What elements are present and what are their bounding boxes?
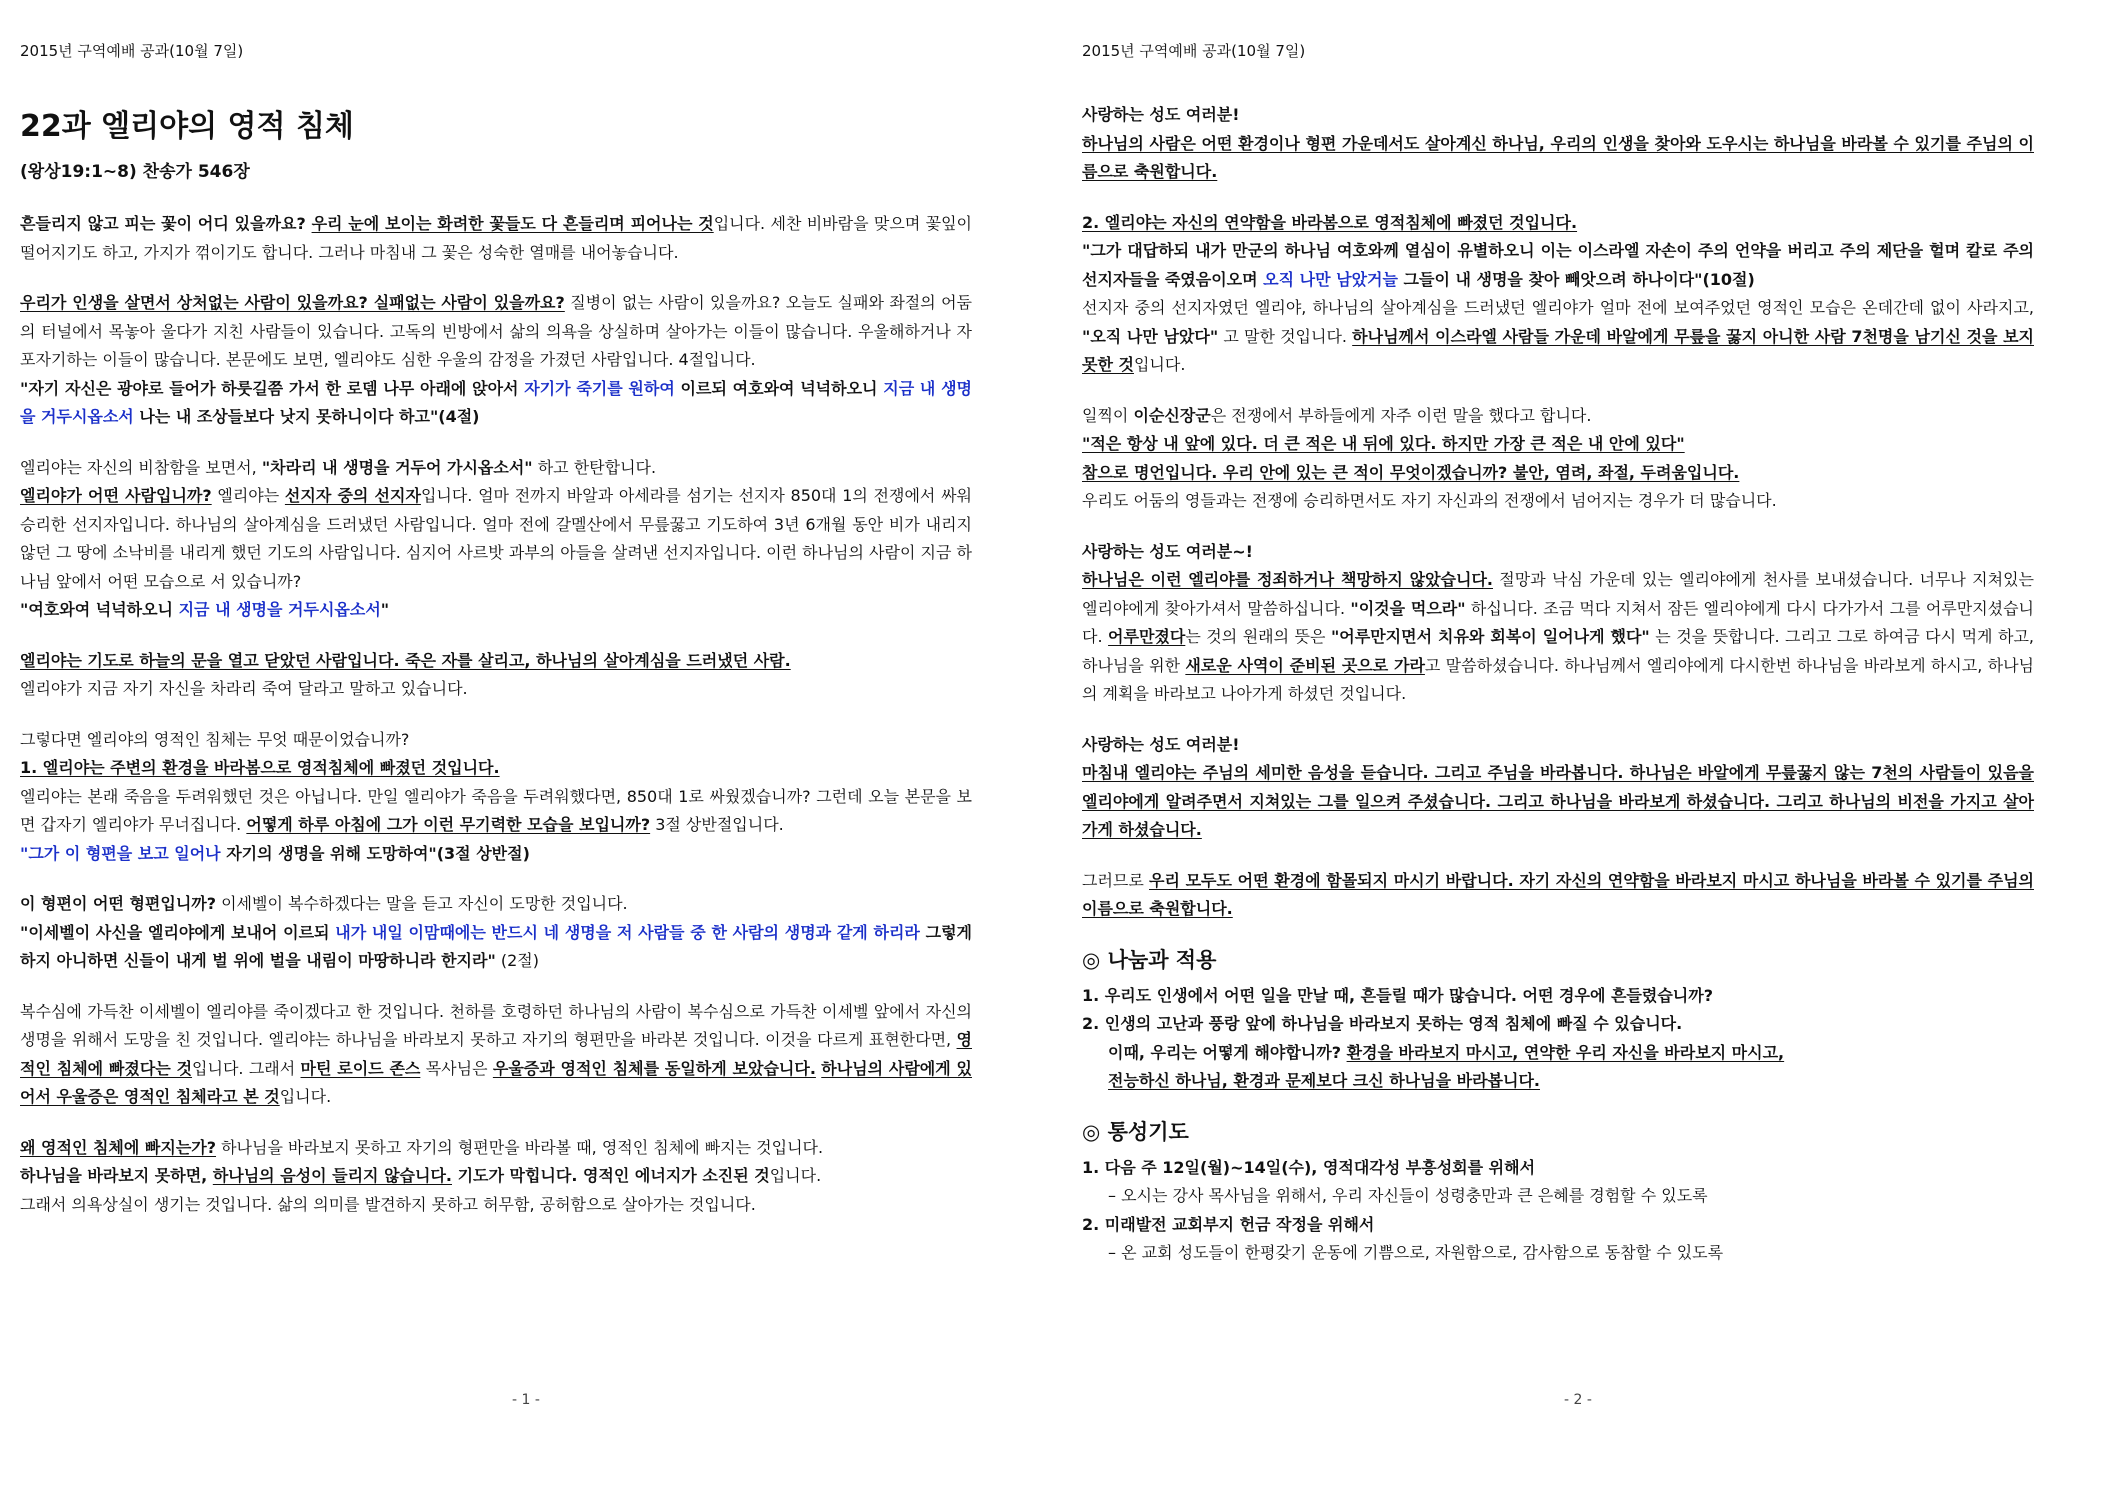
text-run: 는 것의 원래의 뜻은 bbox=[1185, 627, 1331, 646]
list-item: – 온 교회 성도들이 한평갖기 운동에 기쁨으로, 자원함으로, 감사함으로 동참할 수 있도록 bbox=[1108, 1243, 1724, 1262]
text-run: 그들이 내 생명을 찾아 빼앗으려 하나이다"(10절) bbox=[1397, 269, 1755, 289]
text-run: 고 말한 것입니다. bbox=[1218, 326, 1353, 346]
page-header: 2015년 구역예배 공과(10월 7일) bbox=[1082, 42, 1306, 60]
paragraph bbox=[1082, 759, 2034, 845]
text-run: 지금 내 생명을 거두시옵소서 bbox=[178, 600, 381, 619]
quote bbox=[1082, 430, 2034, 459]
text-run: "오직 나만 남았다" bbox=[1082, 326, 1219, 346]
paragraph bbox=[20, 783, 972, 840]
text-run: "자기 자신은 광야로 들어가 하룻길쯤 가서 한 로뎀 나무 아래에 앉아서 bbox=[20, 378, 525, 398]
paragraph bbox=[20, 289, 972, 375]
text-run: 하나님은 이런 엘리야를 정죄하거나 책망하지 않았습니다. bbox=[1082, 570, 1493, 589]
text-run: 엘리야는 bbox=[211, 486, 285, 505]
text-run: 목사님은 bbox=[420, 1058, 493, 1078]
text-run: 지금 내 생명을 거두시옵소서 bbox=[20, 378, 972, 426]
text-run: 고 말씀하셨습니다. 하나님께서 엘리야에게 다시한번 하나님을 바라보게 하시고, 하나님의 계획을 바라보고 나아가게 하셨던 것입니다. bbox=[1082, 655, 2034, 703]
page-2 bbox=[1052, 0, 2104, 1488]
scripture-quote bbox=[20, 919, 972, 976]
paragraph bbox=[20, 675, 972, 704]
scripture-quote bbox=[20, 375, 972, 432]
text-run: "그가 이 형편을 보고 일어나 bbox=[20, 843, 221, 863]
text-run: 입니다. bbox=[1133, 355, 1186, 374]
greeting bbox=[1082, 101, 2034, 130]
text-run: 일찍이 bbox=[1082, 405, 1134, 425]
lesson-subtitle: (왕상19:1~8) 찬송가 546장 bbox=[20, 162, 250, 182]
section-heading-prayer: ◎ 통성기도 bbox=[1082, 1119, 1189, 1144]
list-item: 1. 우리도 인생에서 어떤 일을 만날 때, 흔들릴 때가 많습니다. 어떤 경우에 흔들렸습니까? bbox=[1082, 985, 1713, 1005]
paragraph bbox=[20, 210, 972, 267]
paragraph bbox=[1082, 402, 2034, 431]
scripture-quote bbox=[1082, 237, 2034, 294]
text-run: 하나님의 사람은 어떤 환경이나 형편 가운데서도 살아계신 하나님, 우리의 인생을 찾아와 도우시는 하나님을 바라볼 수 있기를 주님의 이름으로 축원합니다. bbox=[1082, 133, 2034, 181]
text-run: 하고 한탄합니다. bbox=[532, 457, 657, 477]
paragraph bbox=[20, 482, 972, 596]
text-run: 입니다. bbox=[279, 1087, 332, 1106]
paragraph bbox=[20, 726, 972, 755]
text-run: 는 것을 뜻합니다. 그리고 그로 하여금 다시 먹게 하고, 하나님을 위한 bbox=[1082, 627, 2034, 675]
paragraph bbox=[1082, 867, 2034, 924]
text-run: 어루만졌다 bbox=[1108, 627, 1186, 646]
text-run: 선지자 중의 선지자 bbox=[284, 486, 421, 505]
paragraph bbox=[20, 454, 972, 483]
text-run: "차라리 내 생명을 거두어 가시옵소서" bbox=[261, 457, 533, 477]
text-run: 자기의 생명을 위해 도망하여"(3절 상반절) bbox=[220, 843, 530, 863]
page-number: - 1 - bbox=[512, 1392, 540, 1408]
section-heading-sharing: ◎ 나눔과 적용 bbox=[1082, 947, 1217, 972]
text-run: "적은 항상 내 앞에 있다. 더 큰 적은 내 뒤에 있다. 하지만 가장 큰 적은 내 안에 있다" bbox=[1082, 434, 1685, 453]
section-point bbox=[20, 754, 972, 783]
paragraph bbox=[20, 890, 972, 919]
text-run: 선지자 중의 선지자였던 엘리야, 하나님의 살아계심을 드러냈던 엘리야가 얼마 전에 보여주었던 영적인 모습은 온데간데 없이 사라지고, bbox=[1082, 298, 2034, 317]
page-number: - 2 - bbox=[1564, 1392, 1592, 1408]
text-run: 1. 엘리야는 주변의 환경을 바라봄으로 영적침체에 빠졌던 것입니다. bbox=[20, 758, 500, 777]
scripture-quote bbox=[20, 840, 972, 869]
list-item: 2. 미래발전 교회부지 헌금 작정을 위해서 bbox=[1082, 1214, 1375, 1234]
paragraph bbox=[1082, 487, 2034, 516]
text-run: 왜 영적인 침체에 빠지는가? bbox=[20, 1137, 217, 1157]
paragraph bbox=[20, 647, 972, 676]
text-run: 사랑하는 성도 여러분! bbox=[1082, 105, 1240, 124]
lesson-title: 22과 엘리야의 영적 침체 bbox=[20, 109, 354, 144]
text-run: 엘리야는 자신의 비참함을 보면서, bbox=[20, 457, 262, 477]
text-run: 엘리야는 본래 죽음을 두려워했던 것은 아닙니다. 만일 엘리야가 죽음을 두려워했다면, 850대 1로 싸웠겠습니까? 그런데 오늘 본문을 보면 갑자기 엘리야가 무너집니다. bbox=[20, 786, 972, 834]
text-run: 이 형편이 어떤 형편입니까? bbox=[20, 894, 217, 913]
text-run: 하나님을 바라보지 못하고 자기의 형편만을 바라볼 때, 영적인 침체에 빠지는 것입니다. bbox=[216, 1137, 824, 1157]
text-run: 나는 내 조상들보다 낫지 못하니이다 하고"(4절) bbox=[133, 407, 480, 426]
list-item bbox=[1082, 1067, 2034, 1096]
text-run: 복수심에 가득찬 이세벨이 엘리야를 죽이겠다고 한 것입니다. 천하를 호령하던 하나님의 사람이 복수심으로 가득찬 이세벨 앞에서 자신의 생명을 위해서 도망을 친 것입니다. 엘리야는 하나님을 바라보지 못하고 자기의 형편만을 바라본 것입니다. 이것을 다르게 표현한다면, bbox=[20, 1001, 972, 1049]
text-run: 우리도 어둠의 영들과는 전쟁에 승리하면서도 자기 자신과의 전쟁에서 넘어지는 경우가 더 많습니다. bbox=[1082, 491, 1777, 510]
scripture-quote bbox=[20, 596, 972, 625]
list-item bbox=[1082, 1039, 2034, 1068]
text-run: 하나님께서 이스라엘 사람들 가운데 바알에게 무릎을 꿇지 아니한 사람 7천명을 남기신 것을 보지 못한 것 bbox=[1082, 326, 2034, 374]
page-header: 2015년 구역예배 공과(10월 7일) bbox=[20, 42, 244, 60]
text-run: 환경을 바라보지 마시고, 연약한 우리 자신을 바라보지 마시고, bbox=[1346, 1042, 1785, 1062]
text-run: 흔들리지 않고 피는 꽃이 어디 있을까요? bbox=[20, 214, 312, 233]
text-run: 마침내 엘리야는 주님의 세미한 음성을 듣습니다. 그리고 주님을 바라봅니다. 하나님은 바알에게 무릎꿇지 않는 7천의 사람들이 있음을 엘리야에게 알려주면서 지쳐있는 그를 일으켜 주셨습니다. 그리고 하나님을 바라보게 하셨습니다. 그리고 하나님의 비전을 가지고 살아가게 하셨습니다. bbox=[1082, 763, 2034, 839]
text-run: 우리 눈에 보이는 화려한 꽃들도 다 흔들리며 피어나는 것 bbox=[311, 214, 714, 233]
text-run: 사랑하는 성도 여러분! bbox=[1082, 734, 1240, 754]
text-run: 하십니다. 조금 먹다 지쳐서 잠든 엘리야에게 다시 다가가서 그를 어루만지셨습니다. bbox=[1082, 598, 2035, 646]
text-run: 어떻게 하루 아침에 그가 이런 무기력한 모습을 보입니까? bbox=[246, 815, 651, 834]
text-run: 새로운 사역이 준비된 곳으로 가라 bbox=[1185, 655, 1425, 675]
list-item: 1. 다음 주 12일(월)~14일(수), 영적대각성 부흥성회를 위해서 bbox=[1082, 1157, 1536, 1177]
text-run: 참으로 명언입니다. 우리 안에 있는 큰 적이 무엇이겠습니까? 불안, 염려, 좌절, 두려움입니다. bbox=[1082, 462, 1740, 482]
text-run: 입니다. 세찬 비바람을 맞으며 꽃잎이 떨어지기도 하고, 가지가 꺾이기도 합니다. 그러나 마침내 그 꽃은 성숙한 열매를 내어놓습니다. bbox=[20, 214, 972, 262]
text-run: "이것을 먹으라" bbox=[1350, 598, 1466, 618]
text-run: 은 전쟁에서 부하들에게 자주 이런 말을 했다고 합니다. bbox=[1210, 405, 1592, 425]
text-run: 그러므로 bbox=[1082, 870, 1150, 890]
text-run: 오직 나만 남았거늘 bbox=[1263, 269, 1398, 289]
text-run: 하나님의 사람에게 있어서 우울증은 영적인 침체라고 본 것 bbox=[20, 1058, 972, 1106]
text-run: 이순신장군 bbox=[1133, 405, 1211, 425]
list-item: 2. 인생의 고난과 풍랑 앞에 하나님을 바라보지 못하는 영적 침체에 빠질 수 있습니다. bbox=[1082, 1014, 1683, 1033]
greeting bbox=[1082, 538, 2034, 567]
text-run: 우리 모두도 어떤 환경에 함몰되지 마시기 바랍니다. 자기 자신의 연약함을 바라보지 마시고 하나님을 바라볼 수 있기를 주님의 이름으로 축원합니다. bbox=[1082, 870, 2034, 918]
text-run: 이때, 우리는 어떻게 해야합니까? bbox=[1108, 1042, 1347, 1062]
text-run: 입니다. 그래서 bbox=[192, 1058, 301, 1078]
paragraph bbox=[20, 1134, 972, 1163]
text-run: 엘리야가 지금 자기 자신을 차라리 죽여 달라고 말하고 있습니다. bbox=[20, 679, 468, 698]
paragraph bbox=[20, 998, 972, 1112]
text-run: 하나님의 음성이 들리지 않습니다. bbox=[212, 1166, 452, 1185]
text-run: 2. 엘리야는 자신의 연약함을 바라봄으로 영적침체에 빠졌던 것입니다. bbox=[1082, 212, 1578, 232]
paragraph bbox=[1082, 130, 2034, 187]
text-run: 이르되 여호와여 넉넉하오니 bbox=[674, 378, 884, 398]
text-run: 3절 상반절입니다. bbox=[650, 815, 784, 834]
text-run: "어루만지면서 치유와 회복이 일어나게 했다" bbox=[1330, 627, 1650, 646]
text-run: 영적인 침체에 빠졌다는 것 bbox=[20, 1030, 972, 1078]
text-run: 마틴 로이드 존스 bbox=[300, 1058, 421, 1078]
text-run: 우울증과 영적인 침체를 동일하게 보았습니다. bbox=[492, 1058, 816, 1078]
text-run: 그렇게 하지 아니하면 신들이 내게 벌 위에 벌을 내림이 마땅하니라 한지라" bbox=[20, 922, 972, 970]
text-run: 전능하신 하나님, 환경과 문제보다 크신 하나님을 바라봅니다. bbox=[1108, 1071, 1540, 1090]
paragraph bbox=[20, 1162, 972, 1191]
text-run: 질병이 없는 사람이 있을까요? 오늘도 실패와 좌절의 어둠의 터널에서 목놓아 울다가 지친 사람들이 있습니다. 고독의 빈방에서 삶의 의욕을 상실하며 살아가는 이들이 많습니다. 우울해하거나 자포자기하는 이들이 많습니다. 본문에도 보면, 엘리야도 심한 우울의 감정을 가졌던 사람입니다. 4절입니다. bbox=[20, 293, 972, 369]
text-run: 그렇다면 엘리야의 영적인 침체는 무엇 때문이었습니까? bbox=[20, 729, 410, 749]
text-run: (2절) bbox=[495, 951, 540, 970]
text-run: 기도가 막힙니다. 영적인 에너지가 소진된 것 bbox=[452, 1166, 770, 1185]
text-run: 엘리야는 기도로 하늘의 문을 열고 닫았던 사람입니다. 죽은 자를 살리고, 하나님의 살아계심을 드러냈던 사람. bbox=[20, 650, 791, 670]
text-run: 그래서 의욕상실이 생기는 것입니다. 삶의 의미를 발견하지 못하고 허무함, 공허함으로 살아가는 것입니다. bbox=[20, 1194, 756, 1214]
text-run: 엘리야가 어떤 사람입니까? bbox=[20, 486, 212, 505]
text-run: 내가 내일 이맘때에는 반드시 네 생명을 저 사람들 중 한 사람의 생명과 같게 하리라 bbox=[335, 922, 920, 942]
text-run: "이세벨이 사신을 엘리야에게 보내어 이르되 bbox=[20, 922, 336, 942]
text-run: 입니다. 얼마 전까지 바알과 아세라를 섬기는 선지자 850대 1의 전쟁에서 싸워 승리한 선지자입니다. 하나님의 살아계심을 드러냈던 사람입니다. 얼마 전에 갈멜산에서 무릎꿇고 기도하여 3년 6개월 동안 비가 내리지 않던 그 땅에 소낙비를 내리게 했던 기도의 사람입니다. 심지어 사르밧 과부의 아들을 살려낸 선지자입니다. 이런 하나님의 사람이 지금 하나님 앞에서 어떤 모습으로 서 있습니까? bbox=[20, 486, 972, 591]
paragraph bbox=[1082, 459, 2034, 488]
text-run: 자기가 죽기를 원하여 bbox=[524, 378, 675, 398]
list-item: – 오시는 강사 목사님을 위해서, 우리 자신들이 성령충만과 큰 은혜를 경험할 수 있도록 bbox=[1108, 1186, 1708, 1205]
text-run: "그가 대답하되 내가 만군의 하나님 여호와께 열심이 유별하오니 이는 이스라엘 자손이 주의 언약을 버리고 주의 제단을 헐며 칼로 주의 선지자들을 죽였음이오며 bbox=[1082, 241, 2034, 289]
greeting bbox=[1082, 731, 2034, 760]
text-run: " bbox=[380, 600, 390, 619]
text-run: 입니다. bbox=[769, 1166, 822, 1185]
text-run: 절망과 낙심 가운데 있는 엘리야에게 천사를 보내셨습니다. 너무나 지쳐있는 엘리야에게 찾아가셔서 말씀하십니다. bbox=[1082, 570, 2035, 618]
section-point bbox=[1082, 209, 2034, 238]
text-run: "여호와여 넉넉하오니 bbox=[20, 600, 179, 619]
text-run: 우리가 인생을 살면서 상처없는 사람이 있을까요? 실패없는 사람이 있을까요? bbox=[20, 293, 565, 312]
text-run: 이세벨이 복수하겠다는 말을 듣고 자신이 도망한 것입니다. bbox=[216, 894, 628, 913]
paragraph bbox=[1082, 294, 2034, 380]
paragraph bbox=[20, 1191, 972, 1220]
paragraph bbox=[1082, 566, 2034, 709]
text-run: 사랑하는 성도 여러분~! bbox=[1082, 541, 1253, 561]
text-run: 하나님을 바라보지 못하면, bbox=[20, 1166, 213, 1185]
